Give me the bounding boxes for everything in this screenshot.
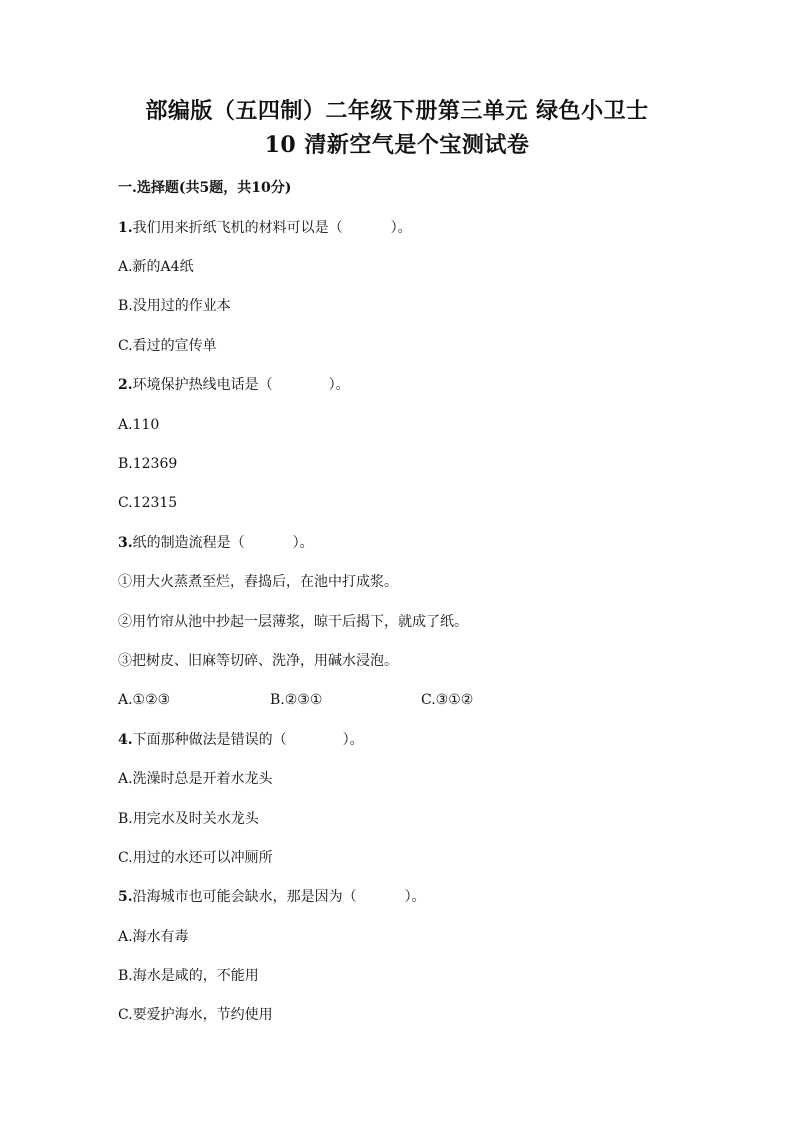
question-number: 4. — [118, 732, 133, 748]
option-a: A.洗澡时总是开着水龙头 — [118, 771, 273, 787]
option-c: C.12315 — [118, 495, 178, 511]
process-step-3: ③把树皮、旧麻等切碎、洗净，用碱水浸泡。 — [118, 653, 398, 669]
option-b: B.②③① — [270, 692, 323, 708]
question-stem: 沿海城市也可能会缺水，那是因为（ — [132, 889, 357, 905]
question-stem-end: ）。 — [328, 377, 350, 393]
option-c: C.要爱护海水，节约使用 — [118, 1007, 273, 1023]
option-b: B.用完水及时关水龙头 — [118, 811, 259, 827]
question-number: 2. — [118, 377, 133, 393]
question-number: 3. — [118, 535, 133, 551]
question-stem: 环境保护热线电话是（ — [132, 377, 273, 393]
option-c: C.③①② — [421, 692, 474, 708]
question-stem: 下面那种做法是错误的（ — [132, 732, 287, 748]
question-stem: 我们用来折纸飞机的材料可以是（ — [132, 220, 343, 236]
question-stem-end: ）。 — [342, 732, 364, 748]
question-stem: 纸的制造流程是（ — [132, 535, 245, 551]
question-number: 1. — [118, 220, 133, 236]
process-step-2: ②用竹帘从池中抄起一层薄浆，晾干后揭下，就成了纸。 — [118, 614, 468, 630]
question-number: 5. — [118, 889, 133, 905]
question-2 — [118, 375, 350, 395]
option-a: A.海水有毒 — [118, 929, 189, 945]
option-a: A.新的A4纸 — [118, 259, 194, 275]
option-b: B.海水是咸的，不能用 — [118, 968, 259, 984]
option-b: B.没用过的作业本 — [118, 298, 231, 314]
question-stem-end: ）。 — [390, 220, 412, 236]
process-step-1: ①用大火蒸煮至烂，舂捣后，在池中打成浆。 — [118, 574, 398, 590]
page-title: 部编版（五四制）二年级下册第三单元 绿色小卫士 — [145, 98, 649, 124]
option-a: A.110 — [118, 417, 160, 433]
question-3 — [118, 533, 314, 553]
section-heading: 一.选择题(共5题，共10分) — [118, 180, 292, 196]
question-5 — [118, 887, 426, 907]
option-c: C.看过的宣传单 — [118, 338, 217, 354]
question-stem-end: ）。 — [404, 889, 426, 905]
question-stem-end: ）。 — [292, 535, 314, 551]
option-a: A.①②③ — [118, 692, 171, 708]
question-4 — [118, 730, 364, 750]
option-c: C.用过的水还可以冲厕所 — [118, 850, 273, 866]
page-subtitle: 10 清新空气是个宝测试卷 — [264, 132, 530, 158]
option-b: B.12369 — [118, 456, 178, 472]
question-1 — [118, 218, 412, 238]
